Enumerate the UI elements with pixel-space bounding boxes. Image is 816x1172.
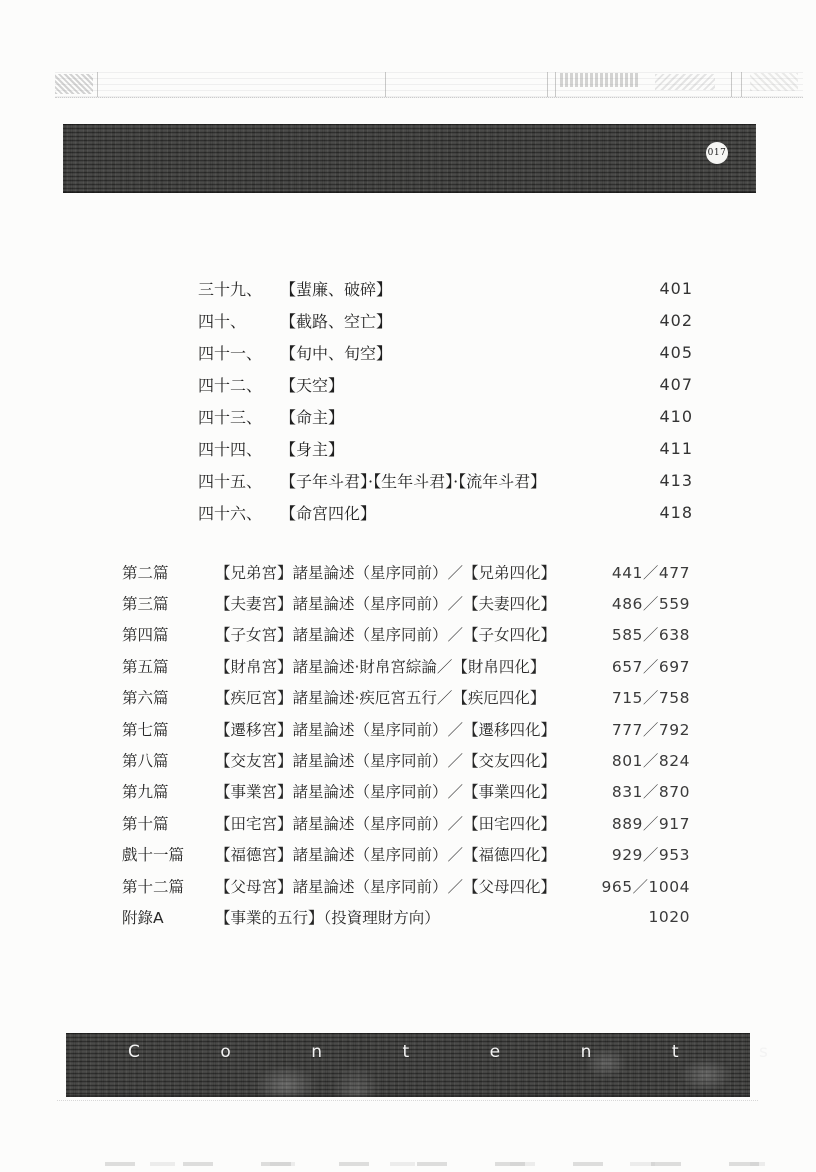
chapter-title: 【夫妻宮】諸星論述（星序同前）／【夫妻四化】 (215, 595, 557, 614)
entry-page: 401 (659, 278, 693, 298)
chapter-title: 【事業的五行】（投資理財方向） (215, 908, 440, 927)
chapter-entry (122, 650, 690, 681)
chapter-label: 第七篇 (122, 720, 169, 739)
chapter-label: 第四篇 (122, 626, 169, 645)
entry-number: 四十六、 (198, 503, 263, 523)
header-band (63, 124, 756, 193)
chapter-title: 【兄弟宮】諸星論述（星序同前）／【兄弟四化】 (215, 563, 557, 582)
scan-artifact (741, 72, 742, 97)
scan-artifact (560, 73, 638, 87)
chapter-pages: 801／824 (611, 752, 690, 771)
entry-page: 411 (659, 438, 693, 458)
chapter-entry (122, 901, 690, 932)
entry-title: 【旬中、旬空】 (280, 343, 393, 363)
entry-title: 【截路、空亡】 (280, 311, 393, 331)
chapter-entry (122, 619, 690, 650)
entry-number: 四十、 (198, 311, 247, 331)
scan-artifact-strip (55, 72, 803, 98)
entry-page: 418 (659, 502, 693, 522)
contents-letter: t (671, 1042, 679, 1062)
chapter-pages: 715／758 (611, 689, 690, 708)
chapter-pages: 965／1004 (601, 877, 690, 896)
chapter-label: 第二篇 (122, 563, 169, 582)
entry-title: 【命主】 (280, 407, 345, 427)
entry-title: 【身主】 (280, 439, 345, 459)
chapter-label: 第三篇 (122, 595, 169, 614)
entry-number: 四十五、 (198, 471, 263, 491)
chapter-title: 【交友宮】諸星論述（星序同前）／【交友四化】 (215, 752, 557, 771)
chapter-pages: 585／638 (611, 626, 690, 645)
toc-section-list (198, 272, 693, 528)
scan-artifact (655, 74, 715, 90)
chapter-label: 第九篇 (122, 783, 169, 802)
chapter-entry (122, 807, 690, 838)
chapter-entry (122, 713, 690, 744)
toc-entry (198, 304, 693, 336)
chapter-pages: 929／953 (611, 846, 690, 865)
scan-artifact (547, 72, 548, 97)
contents-letter: s (759, 1042, 768, 1062)
toc-entry (198, 272, 693, 304)
chapter-entry (122, 744, 690, 775)
toc-entry (198, 464, 693, 496)
entry-page: 402 (659, 310, 693, 330)
chapter-pages: 486／559 (611, 595, 690, 614)
chapter-entry (122, 870, 690, 901)
chapter-title: 【田宅宮】諸星論述（星序同前）／【田宅四化】 (215, 814, 557, 833)
contents-letter: n (580, 1042, 592, 1062)
scan-artifact (55, 74, 93, 94)
contents-letter: t (402, 1042, 410, 1062)
scan-artifact (750, 73, 798, 91)
chapter-pages: 889／917 (611, 814, 690, 833)
chapter-label: 第十二篇 (122, 877, 185, 896)
chapter-entry (122, 839, 690, 870)
chapter-pages: 657／697 (611, 657, 690, 676)
toc-entry (198, 368, 693, 400)
footer-band (66, 1033, 768, 1097)
scan-artifact-dashes (105, 1162, 765, 1166)
toc-entry (198, 400, 693, 432)
chapter-label: 第十篇 (122, 814, 169, 833)
entry-page: 405 (659, 342, 693, 362)
entry-page: 410 (659, 406, 693, 426)
scan-artifact (731, 72, 732, 97)
chapter-entry (122, 682, 690, 713)
chapter-entry (122, 556, 690, 587)
entry-page: 407 (659, 374, 693, 394)
entry-number: 四十四、 (198, 439, 263, 459)
entry-number: 四十一、 (198, 343, 263, 363)
chapter-pages: 777／792 (611, 720, 690, 739)
entry-title: 【蜚廉、破碎】 (280, 279, 393, 299)
entry-page: 413 (659, 470, 693, 490)
chapter-title: 【遷移宮】諸星論述（星序同前）／【遷移四化】 (215, 720, 557, 739)
chapter-label: 第八篇 (122, 752, 169, 771)
chapter-pages: 441／477 (611, 563, 690, 582)
scan-artifact (555, 72, 556, 97)
contents-letter: o (220, 1042, 231, 1062)
toc-entry (198, 496, 693, 528)
contents-letter: e (489, 1042, 501, 1062)
chapter-title: 【事業宮】諸星論述（星序同前）／【事業四化】 (215, 783, 557, 802)
contents-title (128, 1042, 768, 1062)
scan-artifact (385, 72, 386, 97)
entry-title: 【子年斗君】·【生年斗君】·【流年斗君】 (280, 471, 547, 491)
toc-entry (198, 432, 693, 464)
entry-title: 【命宮四化】 (280, 503, 377, 523)
chapter-title: 【福德宮】諸星論述（星序同前）／【福德四化】 (215, 846, 557, 865)
entry-number: 三十九、 (198, 279, 263, 299)
toc-entry (198, 336, 693, 368)
chapter-title: 【子女宮】諸星論述（星序同前）／【子女四化】 (215, 626, 557, 645)
chapter-label: 戲十一篇 (122, 846, 185, 865)
toc-chapter-list (122, 556, 690, 933)
entry-number: 四十二、 (198, 375, 263, 395)
chapter-title: 【財帛宮】諸星論述·財帛宮綜論／【財帛四化】 (215, 657, 546, 676)
chapter-pages: 831／870 (611, 783, 690, 802)
entry-number: 四十三、 (198, 407, 263, 427)
scan-artifact (97, 72, 98, 97)
chapter-pages: 1020 (648, 907, 690, 926)
contents-letter: C (128, 1042, 140, 1062)
page-number-badge: 017 (706, 142, 728, 164)
chapter-title: 【疾厄宮】諸星論述·疾厄宮五行／【疾厄四化】 (215, 689, 546, 708)
scan-artifact-line (57, 1100, 758, 1101)
chapter-label: 第六篇 (122, 689, 169, 708)
chapter-title: 【父母宮】諸星論述（星序同前）／【父母四化】 (215, 877, 557, 896)
contents-letter: n (311, 1042, 323, 1062)
entry-title: 【天空】 (280, 375, 345, 395)
chapter-entry (122, 587, 690, 618)
chapter-label: 附錄A (122, 908, 164, 927)
chapter-entry (122, 776, 690, 807)
chapter-label: 第五篇 (122, 657, 169, 676)
